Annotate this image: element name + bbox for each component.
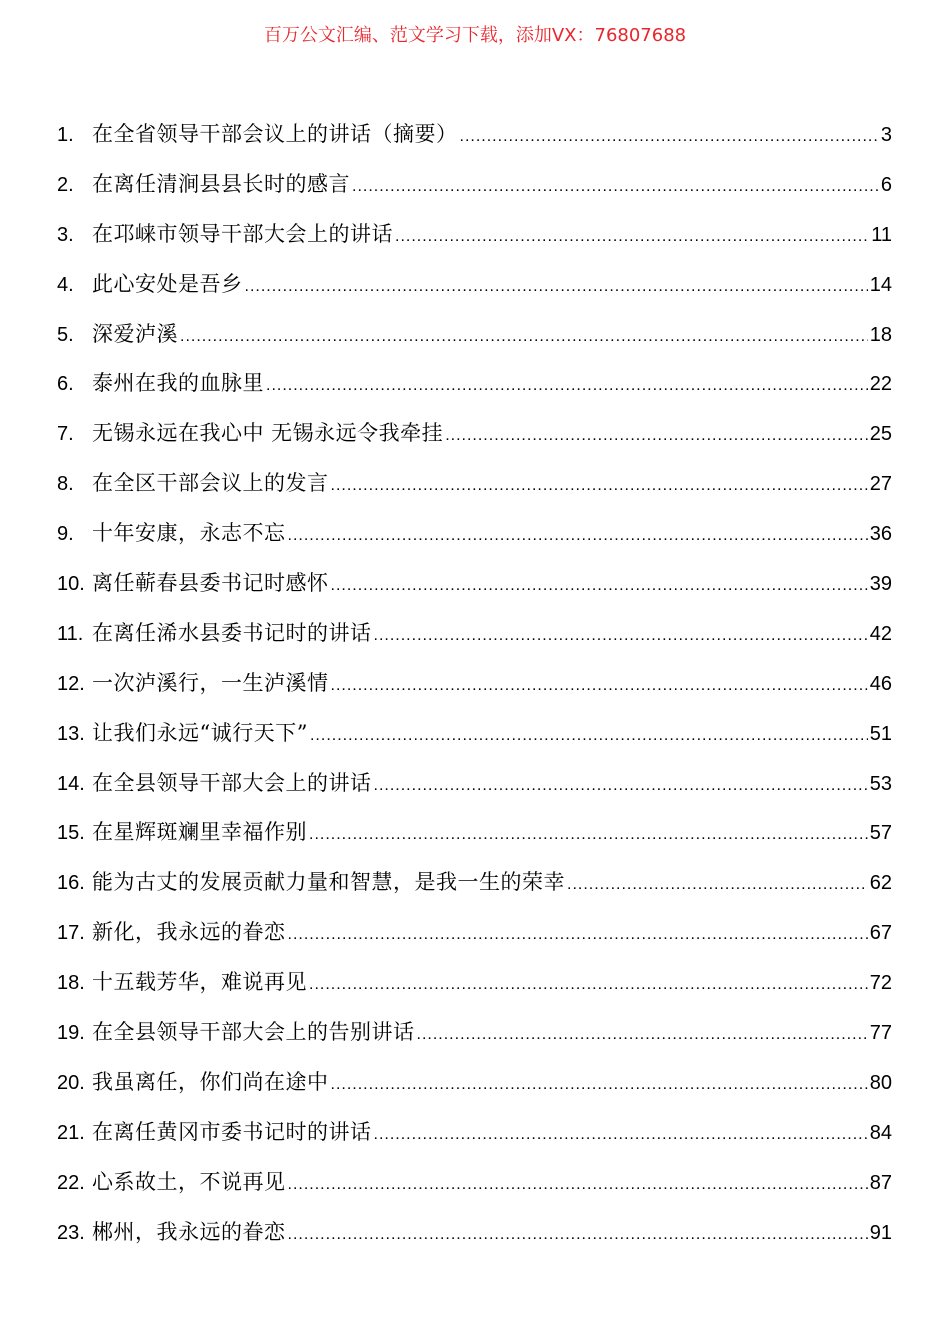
toc-entry-number: 1.	[57, 124, 74, 146]
toc-entry-page: 3	[880, 124, 892, 146]
toc-entry-page: 39	[869, 573, 892, 596]
toc-entry-number: 22.	[57, 1171, 85, 1194]
toc-entry-number: 18.	[57, 972, 85, 995]
toc-entry[interactable]	[57, 713, 892, 763]
toc-entry[interactable]	[57, 513, 892, 563]
toc-entry-number: 4.	[57, 273, 74, 296]
toc-dot-leader	[395, 217, 869, 257]
toc-entry-number: 17.	[57, 922, 85, 945]
toc-entry-page: 51	[869, 722, 892, 745]
toc-entry[interactable]	[57, 363, 892, 413]
toc-entry-page: 42	[869, 622, 892, 645]
toc-entry[interactable]	[57, 663, 892, 713]
toc-entry-page: 11	[871, 223, 892, 246]
toc-dot-leader	[417, 1015, 868, 1055]
toc-entry-title: 在全县领导干部大会上的告别讲话	[92, 1020, 415, 1045]
toc-entry[interactable]	[57, 463, 892, 513]
toc-entry-number: 11.	[57, 622, 84, 645]
toc-entry[interactable]	[57, 164, 892, 214]
toc-dot-leader	[288, 1165, 868, 1205]
toc-entry-page: 27	[869, 473, 892, 496]
toc-entry-title: 在全区干部会议上的发言	[92, 471, 329, 496]
toc-entry-number: 20.	[57, 1071, 85, 1094]
toc-entry-page: 46	[869, 672, 892, 695]
toc-entry-page: 67	[869, 922, 892, 945]
toc-entry[interactable]	[57, 214, 892, 264]
toc-entry-page: 14	[869, 273, 892, 296]
toc-entry[interactable]	[57, 1162, 892, 1212]
toc-entry-number: 14.	[57, 772, 85, 795]
toc-dot-leader	[266, 366, 868, 406]
toc-entry-page: 80	[869, 1071, 892, 1094]
toc-dot-leader	[460, 117, 879, 157]
toc-entry-title: 在全省领导干部会议上的讲话（摘要）	[92, 122, 458, 146]
toc-entry-title: 郴州，我永远的眷恋	[92, 1219, 286, 1244]
toc-entry[interactable]	[57, 912, 892, 962]
toc-entry[interactable]	[57, 1012, 892, 1062]
toc-dot-leader	[567, 865, 868, 905]
toc-entry[interactable]	[57, 1212, 892, 1262]
toc-entry[interactable]	[57, 264, 892, 314]
toc-entry-page: 18	[869, 323, 892, 346]
toc-entry-number: 7.	[57, 423, 74, 446]
toc-entry-page: 36	[869, 523, 892, 546]
toc-entry-title: 新化，我永远的眷恋	[92, 920, 286, 945]
toc-dot-leader	[245, 267, 868, 307]
toc-entry[interactable]	[57, 314, 892, 364]
toc-entry[interactable]	[57, 413, 892, 463]
toc-entry-title: 离任蕲春县委书记时感怀	[92, 571, 329, 596]
toc-entry-number: 6.	[57, 373, 74, 396]
toc-entry-number: 2.	[57, 173, 74, 196]
page-header: 百万公文汇编、范文学习下载，添加VX：76807688	[263, 25, 687, 46]
toc-entry-title: 在离任浠水县委书记时的讲话	[92, 620, 372, 645]
toc-entry-page: 84	[869, 1121, 892, 1144]
toc-dot-leader	[288, 516, 868, 556]
toc-entry-title: 在星辉斑斓里幸福作别	[92, 820, 307, 845]
toc-entry-title: 在离任清涧县县长时的感言	[92, 171, 350, 196]
toc-entry-number: 21.	[57, 1121, 85, 1144]
toc-entry-title: 能为古丈的发展贡献力量和智慧，是我一生的荣幸	[92, 870, 565, 895]
toc-entry-page: 57	[869, 822, 892, 845]
toc-entry-number: 15.	[57, 822, 85, 845]
toc-entry[interactable]	[57, 613, 892, 663]
toc-entry-number: 12.	[57, 672, 85, 695]
toc-entry[interactable]	[57, 1112, 892, 1162]
toc-entry-number: 19.	[57, 1022, 85, 1045]
toc-entry-title: 在邛崃市领导干部大会上的讲话	[92, 221, 393, 246]
toc-entry-number: 16.	[57, 872, 85, 895]
toc-dot-leader	[288, 1215, 868, 1255]
toc-entry-page: 91	[869, 1221, 892, 1244]
toc-dot-leader	[288, 915, 868, 955]
toc-entry-number: 9.	[57, 523, 74, 546]
toc-entry[interactable]	[57, 763, 892, 813]
toc-entry-number: 3.	[57, 223, 74, 246]
toc-entry-title: 让我们永远“诚行天下”	[92, 720, 308, 745]
toc-entry-title: 心系故土，不说再见	[92, 1169, 286, 1194]
toc-dot-leader	[374, 616, 868, 656]
toc-dot-leader	[374, 1115, 868, 1155]
toc-entry-number: 8.	[57, 473, 74, 496]
toc-entry-title: 在离任黄冈市委书记时的讲话	[92, 1119, 372, 1144]
toc-entry-title: 泰州在我的血脉里	[92, 371, 264, 396]
toc-dot-leader	[374, 766, 868, 806]
toc-dot-leader	[331, 566, 868, 606]
toc-entry-page: 25	[869, 423, 892, 446]
toc-entry-page: 22	[869, 373, 892, 396]
toc-entry-number: 23.	[57, 1221, 85, 1244]
toc-entry-number: 10.	[57, 573, 85, 596]
toc-dot-leader	[352, 167, 879, 207]
toc-entry[interactable]	[57, 812, 892, 862]
toc-entry-page: 6	[880, 173, 892, 196]
toc-entry-title: 在全县领导干部大会上的讲话	[92, 770, 372, 795]
toc-entry-title: 一次泸溪行，一生泸溪情	[92, 670, 329, 695]
toc-dot-leader	[331, 666, 868, 706]
toc-entry-page: 87	[869, 1171, 892, 1194]
toc-entry-title: 十五载芳华，难说再见	[92, 970, 307, 995]
toc-entry-page: 53	[869, 772, 892, 795]
toc-entry-title: 此心安处是吾乡	[92, 271, 243, 296]
toc-entry[interactable]	[57, 563, 892, 613]
toc-entry-number: 5.	[57, 323, 74, 346]
toc-entry[interactable]	[57, 114, 892, 164]
toc-entry-page: 62	[869, 872, 892, 895]
toc-entry-title: 深爱泸溪	[92, 321, 178, 346]
toc-entry-number: 13.	[57, 722, 85, 745]
toc-entry-title: 我虽离任，你们尚在途中	[92, 1069, 329, 1094]
toc-dot-leader	[309, 815, 868, 855]
table-of-contents	[57, 114, 892, 1261]
toc-entry-page: 77	[869, 1022, 892, 1045]
toc-dot-leader	[445, 416, 868, 456]
toc-entry-page: 72	[869, 972, 892, 995]
toc-dot-leader	[331, 1065, 868, 1105]
toc-dot-leader	[310, 716, 868, 756]
toc-dot-leader	[309, 965, 868, 1005]
toc-entry-title: 无锡永远在我心中 无锡永远令我牵挂	[92, 421, 444, 446]
toc-dot-leader	[180, 317, 868, 357]
toc-entry[interactable]	[57, 962, 892, 1012]
toc-entry[interactable]	[57, 862, 892, 912]
toc-dot-leader	[331, 466, 868, 506]
toc-entry[interactable]	[57, 1062, 892, 1112]
toc-entry-title: 十年安康，永志不忘	[92, 521, 286, 546]
